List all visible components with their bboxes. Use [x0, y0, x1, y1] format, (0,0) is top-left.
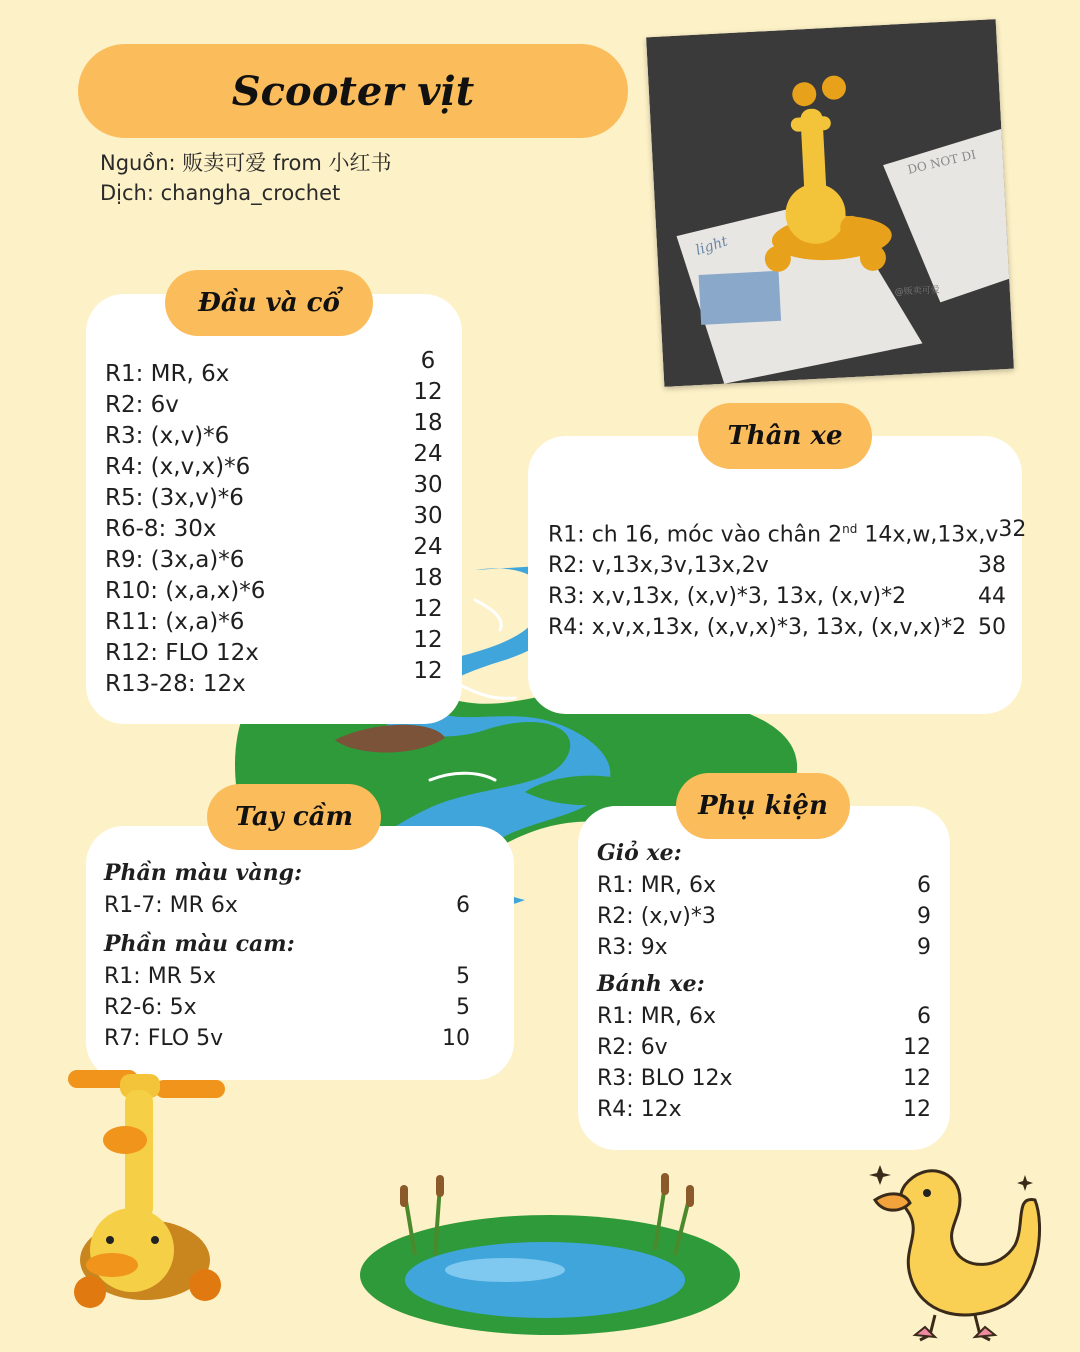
row-text: R1-7: MR 6x	[104, 893, 238, 918]
basket-row	[597, 932, 931, 963]
head-neck-counts	[405, 346, 451, 687]
handle-row	[104, 890, 470, 921]
row-text: R2-6: 5x	[104, 995, 197, 1020]
basket-row	[597, 870, 931, 901]
wheel-row	[597, 1032, 931, 1063]
handle-row	[104, 992, 470, 1023]
photo-tag-text: @贩卖可爱	[894, 285, 941, 298]
stitch-count: 12	[413, 658, 443, 684]
stitch-count: 18	[413, 410, 443, 436]
row-text: R3: (x,v)*6	[105, 423, 230, 449]
basket-row	[597, 901, 931, 932]
stitch-count: 12	[903, 1097, 931, 1122]
stitch-count: 9	[917, 935, 931, 960]
body-instructions	[548, 514, 1027, 643]
photo-book-text-2: DO NOT DI	[906, 147, 978, 177]
body-row-1	[548, 514, 1027, 550]
product-photo	[646, 19, 1014, 387]
yellow-part-heading: Phần màu vàng:	[104, 860, 303, 886]
row-text: R2: 6v	[105, 392, 179, 418]
row-text: R4: 12x	[597, 1097, 682, 1122]
stitch-count: 6	[456, 893, 470, 918]
cartoon-duck-illustration	[865, 1155, 1045, 1345]
handle-label: Tay cầm	[207, 784, 381, 850]
stitch-count: 24	[413, 534, 443, 560]
small-pond-illustration	[355, 1165, 745, 1345]
stitch-count: 50	[978, 615, 1006, 641]
row-text: R1: ch 16, móc vào chân 2nd 14x,w,13x,v	[548, 522, 999, 548]
title-banner	[78, 44, 628, 138]
stitch-count: 6	[917, 1004, 931, 1029]
page-title: Scooter vịt	[231, 67, 475, 115]
handle-row	[104, 961, 470, 992]
stitch-count: 9	[917, 904, 931, 929]
head-neck-instructions	[105, 359, 265, 700]
source-credit: Nguồn: 贩卖可爱 from 小红书	[100, 151, 392, 175]
translator-credit: Dịch: changha_crochet	[100, 181, 341, 205]
stitch-count: 30	[413, 503, 443, 529]
orange-part-heading: Phần màu cam:	[104, 931, 295, 957]
row-text: R7: FLO 5v	[104, 1026, 224, 1051]
wheel-row	[597, 1094, 931, 1125]
row-text: R1: MR 5x	[104, 964, 216, 989]
row-text: R3: x,v,13x, (x,v)*3, 13x, (x,v)*2	[548, 584, 907, 610]
stitch-count: 30	[413, 472, 443, 498]
row-text: R3: 9x	[597, 935, 668, 960]
row-text: R13-28: 12x	[105, 671, 246, 697]
stitch-count: 38	[978, 553, 1006, 579]
row-text: R12: FLO 12x	[105, 640, 259, 666]
row-text: R1: MR, 6x	[597, 1004, 716, 1029]
accessories-instructions	[597, 836, 931, 1125]
row-text: R2: v,13x,3v,13x,2v	[548, 553, 769, 579]
photo-book-text: light	[693, 233, 730, 259]
credits	[100, 148, 391, 208]
row-text: R4: (x,v,x)*6	[105, 454, 251, 480]
basket-heading: Giỏ xe:	[597, 840, 682, 866]
row-text: R2: (x,v)*3	[597, 904, 716, 929]
stitch-count: 12	[903, 1035, 931, 1060]
row-text: R10: (x,a,x)*6	[105, 578, 266, 604]
row-text: R1: MR, 6x	[597, 873, 716, 898]
stitch-count: 6	[917, 873, 931, 898]
body-row	[548, 612, 1006, 643]
body-row	[548, 550, 1006, 581]
accessories-label: Phụ kiện	[676, 773, 850, 839]
wheel-row	[597, 1063, 931, 1094]
stitch-count: 12	[413, 627, 443, 653]
wheel-heading: Bánh xe:	[597, 971, 705, 997]
row-text: R2: 6v	[597, 1035, 668, 1060]
crochet-duck-illustration	[60, 1060, 240, 1310]
stitch-count: 5	[456, 964, 470, 989]
row-text: R4: x,v,x,13x, (x,v,x)*3, 13x, (x,v,x)*2	[548, 615, 967, 641]
stitch-count: 18	[413, 565, 443, 591]
stitch-count: 5	[456, 995, 470, 1020]
stitch-count: 12	[413, 379, 443, 405]
body-row	[548, 581, 1006, 612]
row-text: R1: MR, 6x	[105, 361, 230, 387]
stitch-count: 24	[413, 441, 443, 467]
handle-instructions	[104, 856, 470, 1054]
row-text: R3: BLO 12x	[597, 1066, 733, 1091]
stitch-count: 6	[420, 348, 436, 374]
stitch-count: 12	[903, 1066, 931, 1091]
row-text: R5: (3x,v)*6	[105, 485, 244, 511]
wheel-row	[597, 1001, 931, 1032]
row-text: R9: (3x,a)*6	[105, 547, 245, 573]
stitch-count: 32	[998, 517, 1027, 542]
row-text: R6-8: 30x	[105, 516, 217, 542]
row-text: R11: (x,a)*6	[105, 609, 245, 635]
stitch-count: 44	[978, 584, 1006, 610]
stitch-count: 12	[413, 596, 443, 622]
handle-row	[104, 1023, 470, 1054]
body-label: Thân xe	[698, 403, 872, 469]
stitch-count: 10	[442, 1026, 470, 1051]
head-neck-label: Đầu và cổ	[165, 270, 373, 336]
